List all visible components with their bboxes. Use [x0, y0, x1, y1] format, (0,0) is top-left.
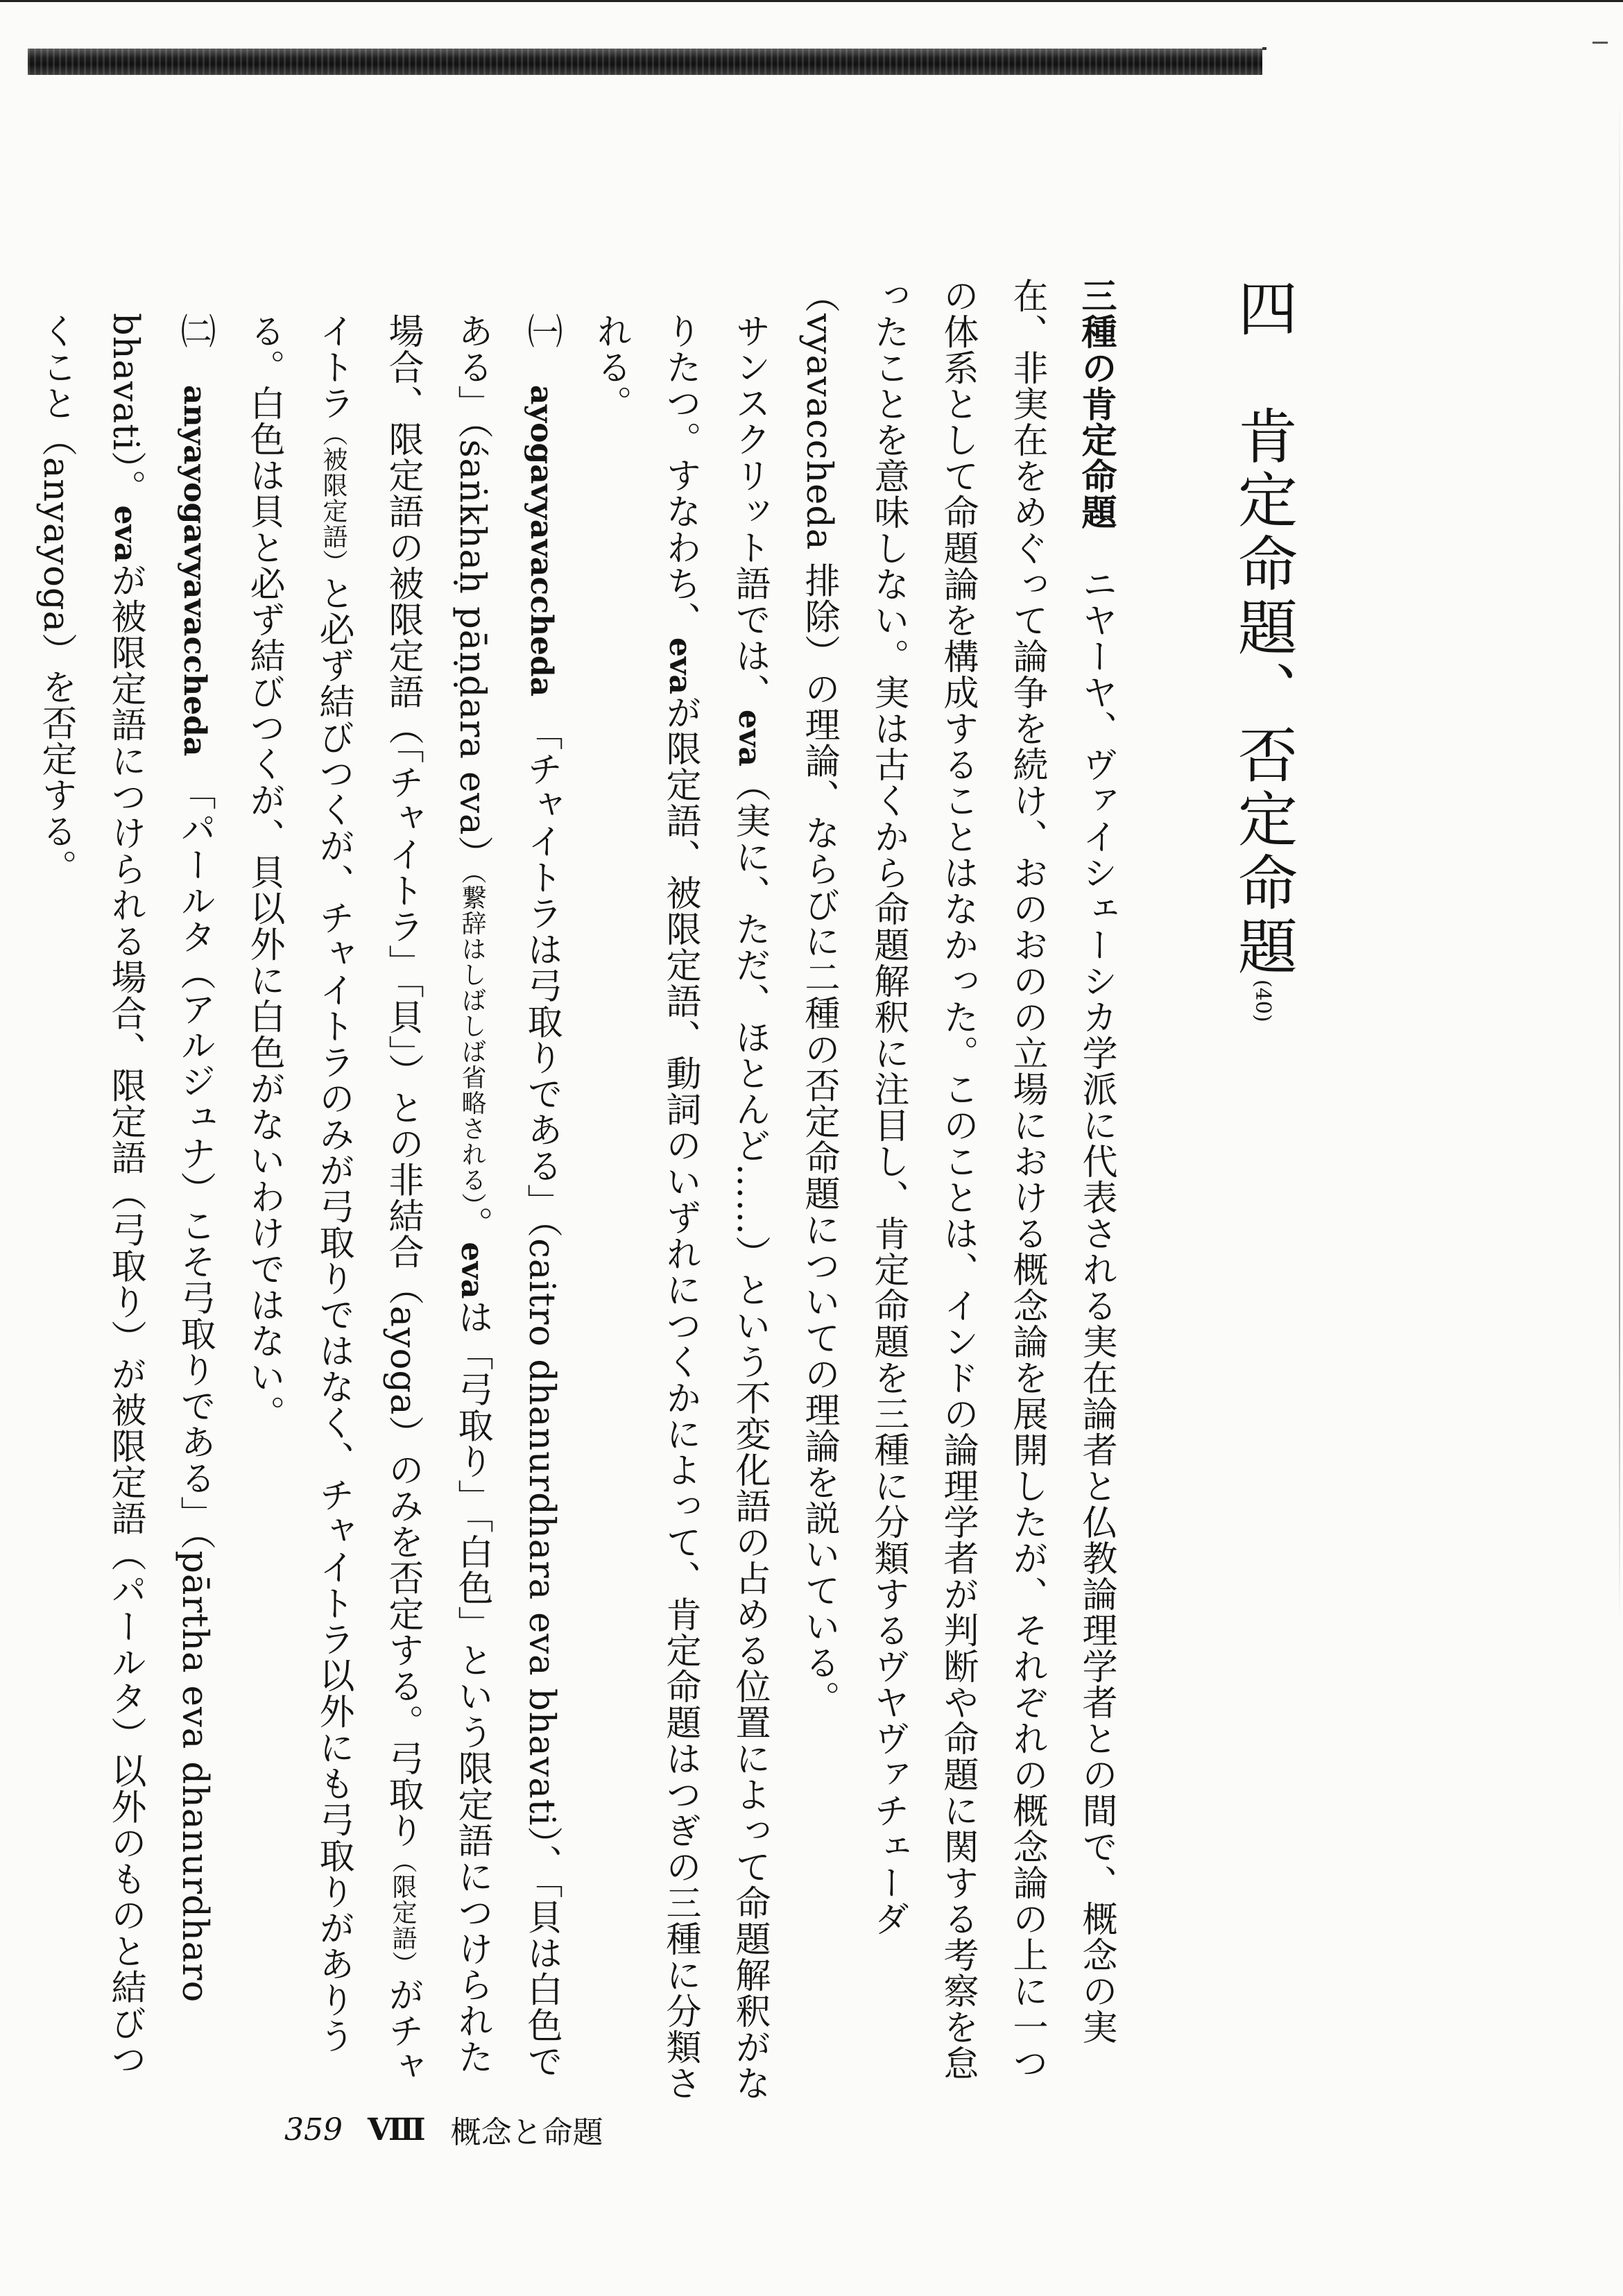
- inline-note: （繋辞はしばしば省略される）: [458, 871, 486, 1206]
- term-eva: eva: [662, 637, 698, 695]
- text-run: 「チャイトラは弓取りである」（caitro dhanurdhara eva bhavati）、「貝は白色である」（śaṅkhaḥ pāṇḍara eva）: [452, 313, 562, 2080]
- page-footer: [284, 2109, 603, 2150]
- paragraph-intro: [784, 277, 1131, 2109]
- list-label: ㈡: [174, 313, 215, 349]
- section-note-ref: (40): [1251, 979, 1275, 1022]
- section-heading: [1214, 277, 1311, 2109]
- inline-note: （被限定語）: [319, 421, 347, 575]
- term-eva: eva: [454, 1242, 490, 1299]
- term-anyayogavyavaccheda: anyayogavyavaccheda: [177, 385, 212, 757]
- vertical-text-body: [35, 277, 1311, 2109]
- term-ayogavyavaccheda: ayogavyavaccheda: [524, 385, 559, 697]
- paragraph-type-1: [229, 277, 576, 2109]
- text-run: 。: [452, 1206, 492, 1242]
- paragraph-intro-text: ニヤーヤ、ヴァイシェーシカ学派に代表される実在論者と仏教論理学者との間で、概念の実在、非実在をめぐって論争を続け、おのおのの立場における概念論を展開したが、それぞれの概念論の上に一つの体系として命題論を構成することはなかった。このことは、インドの論理学者が判断や命題に関する考察を怠ったことを意味しない。実は古くから命題解釈に注目し、肯定命題を三種に分類するヴヤヴァチェーダ（vyavaccheda 排除）の理論、ならびに二種の否定命題についての理論を説いている。: [798, 277, 1117, 2081]
- text-run: がチャイトラ: [313, 313, 423, 2085]
- text-run: （実に、ただ、ほとんど……）という不変化語の占める位置によって命題解釈がなりたつ。すなわち、: [660, 313, 770, 2102]
- text-run: が限定語、被限定語、動詞のいずれにつくかによって、肯定命題はつぎの三種に分類される。: [590, 313, 701, 2102]
- section-title: 肯定命題、否定命題: [1228, 405, 1297, 979]
- text-run: は「弓取り」「白色」という限定語につけられた場合、限定語の被限定語（「チャイトラ」「貝」）との非結合（ayoga）のみを否定する。弓取り: [382, 313, 492, 2075]
- text-run: が被限定語につけられる場合、限定語（弓取り）が被限定語（パールタ）以外のものと結びつくこと（anyayoga）を否定する。: [35, 313, 146, 2077]
- term-eva: eva: [108, 505, 143, 563]
- binding-edge-line: [1619, 97, 1620, 1623]
- paragraph-eva: [576, 277, 784, 2109]
- text-run: と必ず結びつくが、チャイトラのみが弓取りではなく、チャイトラ以外にも弓取りがありうる。白色は貝と必ず結びつくが、貝以外に白色がないわけではない。: [243, 313, 354, 2054]
- section-number: 四: [1228, 277, 1297, 341]
- text-run: サンスクリット語では、: [729, 313, 770, 710]
- edge-mark: [1592, 42, 1608, 44]
- chapter-title: 概念と命題: [450, 2115, 603, 2150]
- page-number: 359: [284, 2111, 343, 2148]
- scan-shadow-tail: [1262, 47, 1266, 50]
- paragraph-type-2: [21, 277, 229, 2109]
- chapter-numeral: Ⅷ: [367, 2111, 426, 2148]
- page-top-edge: [0, 0, 1623, 2]
- paragraph-lead: 三種の肯定命題: [1075, 277, 1117, 530]
- text-run: 「パールタ（アルジュナ）こそ弓取りである」（pārtha eva dhanurdharo bhavati）。: [105, 313, 215, 2003]
- list-label: ㈠: [521, 313, 562, 349]
- inline-note: （限定語）: [388, 1848, 417, 1977]
- term-eva: eva: [732, 710, 767, 767]
- scan-shadow-bar: [28, 49, 1262, 75]
